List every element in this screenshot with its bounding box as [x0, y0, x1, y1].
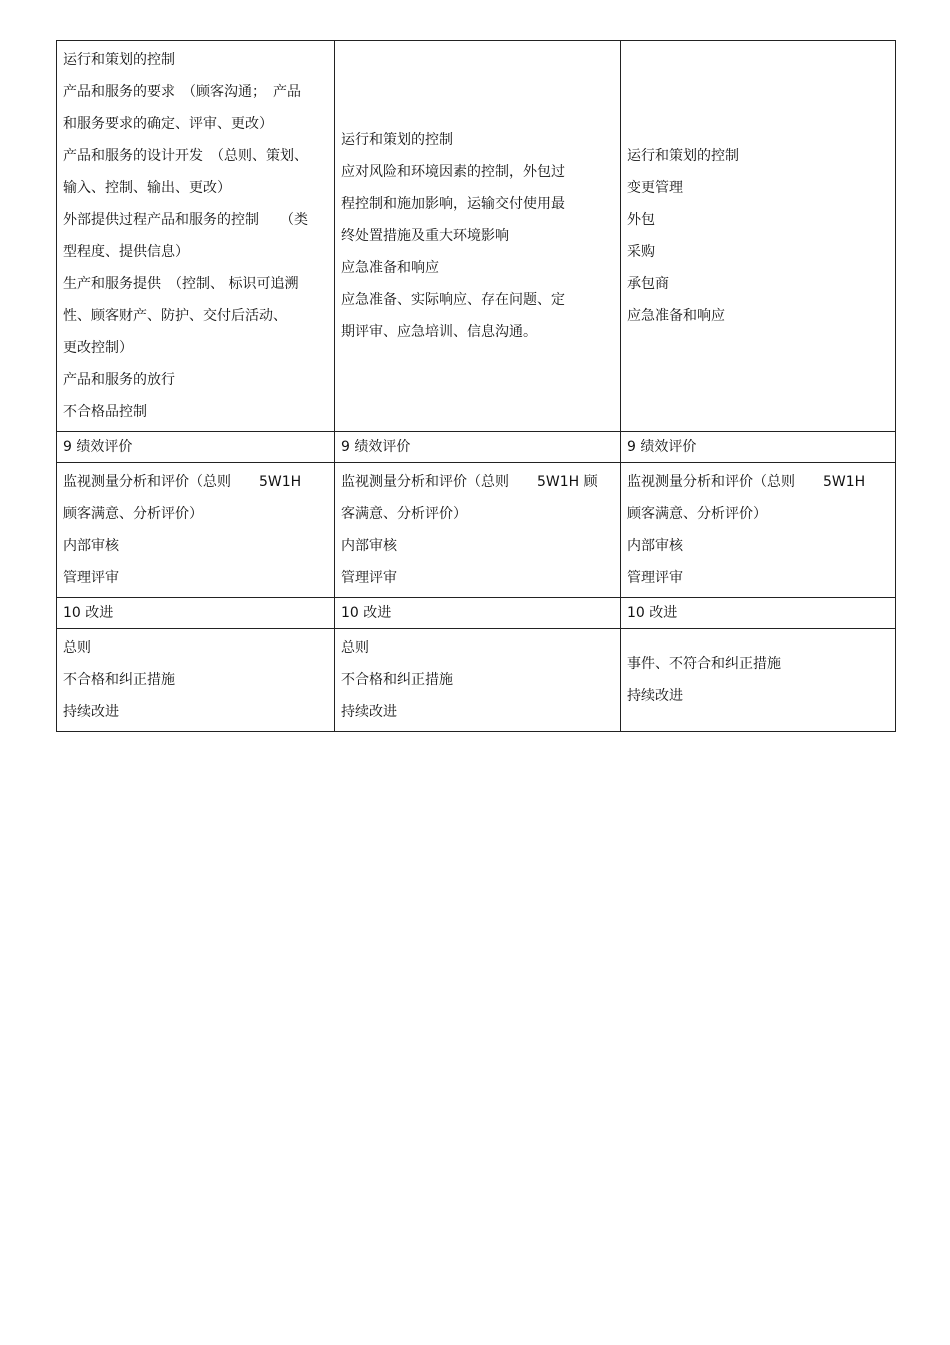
cell-line: 事件、不符合和纠正措施	[627, 656, 781, 672]
cell-line: 型程度、提供信息）	[63, 244, 189, 260]
cell-line: 内部审核	[63, 538, 119, 554]
cell-line: 采购	[627, 244, 655, 260]
cell-improvement-safety	[621, 629, 896, 732]
cell-line: 终处置措施及重大环境影响	[341, 228, 509, 244]
cell-line: 生产和服务提供 （控制、 标识可追溯	[63, 276, 299, 292]
cell-evaluation-safety	[621, 463, 896, 598]
cell-line: 承包商	[627, 276, 669, 292]
section-heading: 9 绩效评价	[335, 432, 621, 463]
cell-line: 不合格品控制	[63, 404, 147, 420]
cell-evaluation-environment	[335, 463, 621, 598]
cell-line: 总则	[63, 640, 91, 656]
cell-line: 监视测量分析和评价（总则 5W1H 顾	[341, 474, 598, 490]
cell-line: 运行和策划的控制	[63, 52, 175, 68]
cell-line: 运行和策划的控制	[627, 148, 739, 164]
cell-line: 应对风险和环境因素的控制，外包过	[341, 164, 565, 180]
section-heading: 9 绩效评价	[621, 432, 896, 463]
cell-line: 不合格和纠正措施	[63, 672, 175, 688]
cell-line: 产品和服务的要求 （顾客沟通； 产品	[63, 84, 301, 100]
table-row	[57, 629, 896, 732]
cell-improvement-environment	[335, 629, 621, 732]
cell-line: 总则	[341, 640, 369, 656]
cell-line: 变更管理	[627, 180, 683, 196]
cell-line: 输入、控制、输出、更改）	[63, 180, 231, 196]
cell-improvement-quality	[57, 629, 335, 732]
table-row	[57, 41, 896, 432]
section-heading-row	[57, 432, 896, 463]
cell-line: 持续改进	[63, 704, 119, 720]
cell-line: 和服务要求的确定、评审、更改）	[63, 116, 273, 132]
cell-evaluation-quality	[57, 463, 335, 598]
comparison-table	[56, 40, 896, 732]
cell-line: 应急准备和响应	[627, 308, 725, 324]
section-heading: 10 改进	[335, 598, 621, 629]
cell-line: 客满意、分析评价）	[341, 506, 467, 522]
cell-line: 内部审核	[627, 538, 683, 554]
cell-line: 性、顾客财产、防护、交付后活动、	[63, 308, 287, 324]
cell-operation-safety	[621, 41, 896, 432]
cell-line: 管理评审	[341, 570, 397, 586]
cell-line: 监视测量分析和评价（总则 5W1H	[627, 474, 866, 490]
cell-line: 顾客满意、分析评价）	[627, 506, 767, 522]
section-heading: 9 绩效评价	[57, 432, 335, 463]
cell-line: 顾客满意、分析评价）	[63, 506, 203, 522]
cell-line: 应急准备、实际响应、存在问题、定	[341, 292, 565, 308]
cell-line: 产品和服务的放行	[63, 372, 175, 388]
cell-operation-environment	[335, 41, 621, 432]
cell-line: 不合格和纠正措施	[341, 672, 453, 688]
section-heading-row	[57, 598, 896, 629]
cell-line: 应急准备和响应	[341, 260, 439, 276]
cell-line: 外部提供过程产品和服务的控制 （类	[63, 212, 308, 228]
cell-line: 程控制和施加影响，运输交付使用最	[341, 196, 565, 212]
cell-line: 运行和策划的控制	[341, 132, 453, 148]
cell-line: 外包	[627, 212, 655, 228]
cell-line: 内部审核	[341, 538, 397, 554]
cell-line: 持续改进	[627, 688, 683, 704]
cell-operation-quality	[57, 41, 335, 432]
cell-line: 更改控制）	[63, 340, 133, 356]
cell-line: 期评审、应急培训、信息沟通。	[341, 324, 537, 340]
cell-line: 持续改进	[341, 704, 397, 720]
cell-line: 监视测量分析和评价（总则 5W1H	[63, 474, 302, 490]
section-heading: 10 改进	[621, 598, 896, 629]
cell-line: 管理评审	[63, 570, 119, 586]
cell-line: 管理评审	[627, 570, 683, 586]
cell-line: 产品和服务的设计开发 （总则、策划、	[63, 148, 308, 164]
table-row	[57, 463, 896, 598]
section-heading: 10 改进	[57, 598, 335, 629]
